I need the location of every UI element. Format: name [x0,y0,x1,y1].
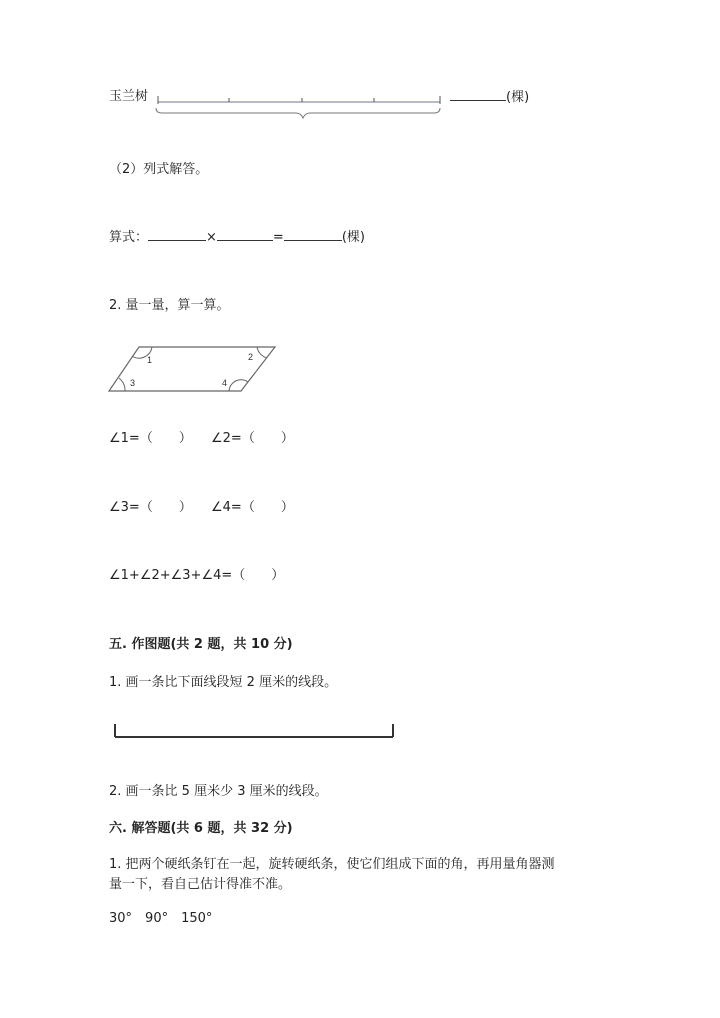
section5-heading: 五. 作图题(共 2 题，共 10 分) [109,637,293,652]
section6-q1-line2: 量一下，看自己估计得准不准。 [109,877,292,892]
angle-label-3: 3 [130,378,136,388]
section6-q1-line1: 1. 把两个硬纸条钉在一起，旋转硬纸条，使它们组成下面的角，再用量角器测 [109,857,555,872]
reference-segment [112,722,398,742]
tree-count-blank[interactable] [450,88,506,101]
formula-blank-2[interactable] [217,228,273,241]
formula-blank-3[interactable] [284,228,342,241]
angle-3-answer: ∠3=（ ） [109,500,192,515]
tree-answer [450,88,529,107]
formula-equals: = [272,230,284,245]
tree-unit: (棵) [506,90,530,105]
angle-label-1: 1 [147,355,153,365]
section6-heading: 六. 解答题(共 6 题，共 32 分) [109,821,293,836]
angle-sum-answer: ∠1+∠2+∠3+∠4=（ ） [109,568,285,583]
angle-label-4: 4 [222,378,228,388]
formula-blank-1[interactable] [148,228,206,241]
tree-line-diagram [150,90,450,124]
section5-q1: 1. 画一条比下面线段短 2 厘米的线段。 [109,675,338,690]
angle-label-2: 2 [248,352,254,362]
angle-1-answer: ∠1=（ ） [109,431,192,446]
formula-prefix: 算式： [109,230,149,245]
angle-4-answer: ∠4=（ ） [211,500,294,515]
formula-times: × [206,230,217,245]
section6-angle-list: 30° 90° 150° [109,911,213,926]
section5-q2: 2. 画一条比 5 厘米少 3 厘米的线段。 [109,784,328,799]
formula-row [109,228,365,247]
measure-title: 2. 量一量，算一算。 [109,298,230,313]
formula-unit: (棵) [341,230,365,245]
q2-instruction: （2）列式解答。 [109,162,209,177]
parallelogram-figure [105,340,285,400]
angle-2-answer: ∠2=（ ） [211,431,294,446]
tree-label: 玉兰树 [109,89,149,104]
